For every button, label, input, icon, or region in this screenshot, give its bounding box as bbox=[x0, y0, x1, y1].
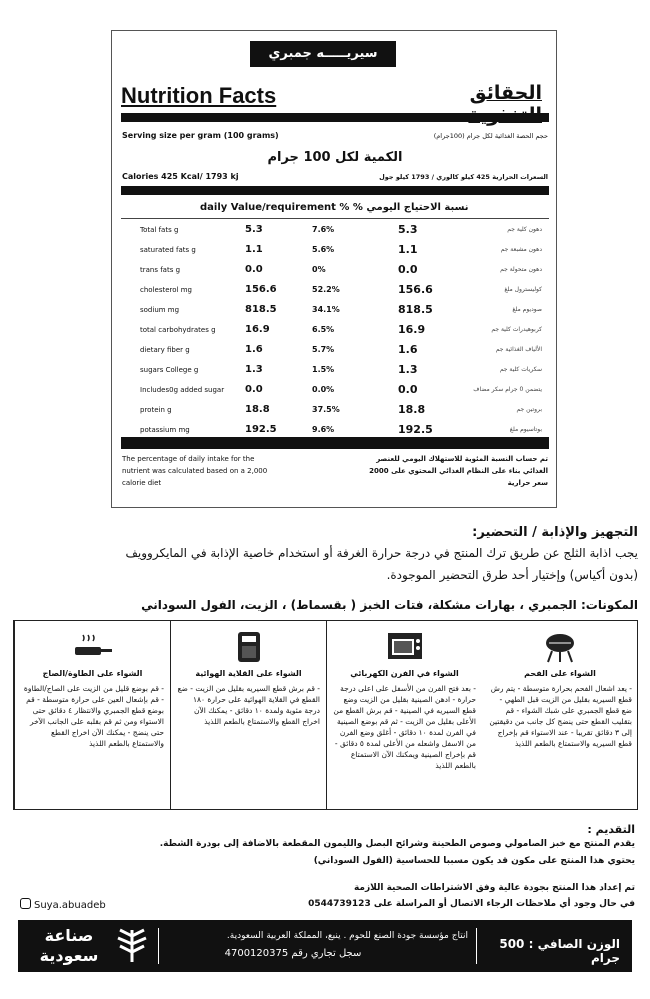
nutrition-facts-title: Nutrition Facts bbox=[121, 83, 277, 108]
nutrient-value-ar: 5.3 bbox=[398, 223, 418, 236]
daily-percent: 0% bbox=[312, 265, 326, 274]
nutrition-facts-title-ar: الحقائق bbox=[469, 82, 542, 104]
nutrient-name-ar: سكريات كلية جم bbox=[499, 366, 542, 373]
nutrient-value: 18.8 bbox=[245, 404, 270, 415]
social-handle[interactable] bbox=[20, 898, 106, 911]
footer-bar bbox=[18, 920, 632, 972]
net-weight: الوزن الصافي : 500 جرام bbox=[499, 937, 620, 965]
nutrient-value-ar: 192.5 bbox=[398, 423, 433, 436]
serving-title: التقديم : bbox=[587, 823, 635, 836]
method-title: الشواء في الفرن الكهربائي bbox=[350, 669, 459, 678]
method-text: - يعد اشعال الفحم بحرارة متوسطة - يتم رش قطع السيريه بقليل من الزيت قبل الطهي - ضع قطع الجمبري على شبك الشواء - قم بتقليب القطع حتى ينضج كل جانب من دقيقتين إلى ٣ دقائق تقريبا - عند الاستواء قم بإخراج قطع السيريه والاستمتاع بالطعم اللذيذ bbox=[489, 684, 632, 748]
ingredients: المكونات: الجمبري ، بهارات مشكلة، فتات الخبز ( بقسماط) ، الزيت، الفول السوداني bbox=[141, 598, 638, 612]
nutrient-name-ar: دهون متحولة جم bbox=[500, 266, 542, 273]
nutrient-row bbox=[140, 303, 548, 321]
oven-icon bbox=[387, 631, 423, 665]
nutrient-row bbox=[140, 223, 548, 241]
daily-percent: 5.6% bbox=[312, 245, 335, 254]
allergy-warning: يحتوي هذا المنتج على مكون قد يكون مسببا للحساسية (الفول السوداني) bbox=[313, 856, 635, 866]
thick-divider bbox=[121, 437, 549, 449]
nutrient-name: potassium mg bbox=[140, 426, 190, 434]
nutrient-name: total carbohydrates g bbox=[140, 326, 216, 334]
nutrient-name-ar: بروتين جم bbox=[516, 406, 542, 413]
serving-size-ar: حجم الحصة الغذائية لكل جرام (100جرام) bbox=[433, 132, 548, 140]
nutrient-name-ar: كربوهيدرات كلية جم bbox=[491, 326, 542, 333]
nutrient-name: Includes0g added sugar bbox=[140, 386, 225, 394]
nutrient-value-ar: 818.5 bbox=[398, 303, 433, 316]
airfryer-icon bbox=[236, 631, 262, 667]
divider bbox=[476, 928, 477, 964]
serving-size-en: Serving size per gram (100 grams) bbox=[122, 131, 279, 140]
method-title: الشواء على الطاوة/الصاج bbox=[42, 669, 143, 678]
nutrient-name-ar: يتضمن 0 جرام سكر مضاف bbox=[473, 386, 542, 393]
nutrient-value-ar: 1.6 bbox=[398, 343, 418, 356]
daily-percent: 1.5% bbox=[312, 365, 335, 374]
method-text: - بعد فتح الفرن من الأسفل على اعلى درجة حرارة - ادهن الصينية بقليل من الزيت وضع قطع السيريه في الصينية - قم برش القطع من الأعلى بقليل من الزيت - ثم قم بوضع الصينية في الفرن لمدة ١٠ دقائق - أغلق وضع الفرن من الاسفل واشعله من الأعلى لمدة ٥ دقائق - قم بإخراج الصينية ويمكنك الآن الاستمتاع بالطعم اللذيذ bbox=[333, 684, 476, 770]
nutrient-value: 818.5 bbox=[245, 304, 277, 315]
nutrient-value-ar: 1.3 bbox=[398, 363, 418, 376]
nutrient-value: 1.3 bbox=[245, 364, 263, 375]
nutrient-value-ar: 1.1 bbox=[398, 243, 418, 256]
nutrient-row bbox=[140, 363, 548, 381]
daily-percent: 34.1% bbox=[312, 305, 340, 314]
prep-title: التجهيز والإذابة / التحضير: bbox=[472, 525, 638, 540]
pan-icon bbox=[73, 631, 113, 665]
daily-percent: 52.2% bbox=[312, 285, 340, 294]
daily-percent: 37.5% bbox=[312, 405, 340, 414]
nutrient-name-ar: صوديوم ملغ bbox=[512, 306, 542, 313]
nutrient-name: saturated fats g bbox=[140, 246, 196, 254]
nutrient-name: protein g bbox=[140, 406, 172, 414]
nutrient-row bbox=[140, 403, 548, 421]
daily-percent: 5.7% bbox=[312, 345, 335, 354]
nutrient-name-ar: بوتاسيوم ملغ bbox=[509, 426, 542, 433]
nutrient-value: 1.1 bbox=[245, 244, 263, 255]
nutrient-row bbox=[140, 323, 548, 341]
daily-percent: 9.6% bbox=[312, 425, 335, 434]
nutrient-name: dietary fiber g bbox=[140, 346, 190, 354]
nutrient-name: sugars College g bbox=[140, 366, 199, 374]
serving-line-1: يقدم المنتج مع خبز الصامولي وصوص الطحينة وشرائح البصل والليمون المقطعة بالاضافة إلى بودرة الشطة. bbox=[159, 839, 635, 849]
divider bbox=[121, 218, 549, 219]
method-pan bbox=[14, 621, 170, 809]
social-handle-text: Suya.abuadeb bbox=[34, 900, 106, 911]
producer-info: انتاج مؤسسة جودة الصنع للحوم . ينبع، المملكة العربية السعودية. bbox=[226, 931, 468, 941]
nutrient-row bbox=[140, 343, 548, 361]
nutrient-value: 0.0 bbox=[245, 264, 263, 275]
nutrient-value: 5.3 bbox=[245, 224, 263, 235]
divider bbox=[158, 928, 159, 964]
nutrient-row bbox=[140, 263, 548, 281]
nutrient-value: 1.6 bbox=[245, 344, 263, 355]
nutrient-value: 0.0 bbox=[245, 384, 263, 395]
method-title: الشواء على الفحم bbox=[524, 669, 596, 678]
nutrient-name: Total fats g bbox=[140, 226, 179, 234]
daily-percent: 0.0% bbox=[312, 385, 335, 394]
footnote-ar: تم حساب النسبة المئوية للاستهلاك اليومي للعنصر الغذائي بناء على النظام الغذائي المحتوي على 2000 سعر حرارية bbox=[369, 455, 548, 487]
amount-per-100g: الكمية لكل 100 جرام bbox=[267, 150, 403, 165]
nutrient-name: sodium mg bbox=[140, 306, 180, 314]
calories-en: Calories 425 Kcal/ 1793 kj bbox=[122, 172, 239, 181]
daily-value-header: daily Value/requirement % % نسبة الاحتياج اليومي bbox=[200, 202, 469, 213]
nutrient-name-ar: كوليسترول ملغ bbox=[504, 286, 542, 293]
method-charcoal bbox=[482, 621, 638, 809]
nutrient-row bbox=[140, 283, 548, 301]
nutrient-name: trans fats g bbox=[140, 266, 181, 274]
footnote-en: The percentage of daily intake for the nutrient was calculated based on a 2,000 calorie diet bbox=[122, 455, 268, 487]
quality-line-1: تم إعداد هذا المنتج بجودة عالية وفق الاشتراطات الصحية اللازمة bbox=[353, 883, 635, 893]
saudi-made-line-2: سعودية bbox=[39, 946, 99, 965]
calories-ar: السعرات الحرارية 425 كيلو كالوري / 1793 كيلو جول bbox=[379, 173, 548, 181]
daily-percent: 7.6% bbox=[312, 225, 335, 234]
nutrient-row bbox=[140, 243, 548, 261]
nutrient-name: cholesterol mg bbox=[140, 286, 192, 294]
saudi-made-line-1: صناعة bbox=[44, 926, 94, 945]
nutrient-value: 16.9 bbox=[245, 324, 270, 335]
daily-percent: 6.5% bbox=[312, 325, 335, 334]
nutrient-value: 192.5 bbox=[245, 424, 277, 435]
nutrient-value-ar: 156.6 bbox=[398, 283, 433, 296]
grill-icon bbox=[543, 631, 577, 667]
instagram-icon bbox=[20, 898, 31, 909]
method-title: الشواء على القلاية الهوائية bbox=[195, 669, 302, 678]
cooking-methods bbox=[13, 620, 638, 810]
nutrient-value-ar: 16.9 bbox=[398, 323, 426, 336]
product-name: سيريـــــه جمبري bbox=[250, 41, 396, 67]
prep-line-1: يجب اذابة الثلج عن طريق ترك المنتج في درجة حرارة الغرفة أو استخدام خاصية الإذابة في المايكروويف bbox=[125, 546, 638, 560]
nutrient-value-ar: 0.0 bbox=[398, 383, 418, 396]
thick-divider bbox=[121, 113, 549, 122]
contact-line: في حال وجود أي ملاحظات الرجاء الاتصال أو المراسلة على 0544739123 bbox=[308, 899, 635, 909]
nutrient-value: 156.6 bbox=[245, 284, 277, 295]
nutrient-value-ar: 18.8 bbox=[398, 403, 426, 416]
saudi-made-logo-icon bbox=[116, 928, 148, 968]
method-text: - قم بوضع قليل من الزيت على الصاج/الطاوة - قم بإشعال العين على حرارة متوسطة - قم بوضع قطع الجمبري والانتظار ٤ دقائق حتى الاستواء ومن ثم قم بقلبه على الجانب الآخر حتى ينضج - يمكنك الآن اخراج القطع والاستمتاع بالطعم اللذيذ bbox=[23, 684, 164, 748]
method-oven bbox=[326, 621, 482, 809]
thick-divider bbox=[121, 186, 549, 195]
method-text: - قم برش قطع السيريه بقليل من الزيت - ضع القطع في القلاية الهوائية على حرارة ١٨٠ درجة مئوية ولمدة ١٠ دقائق - يمكنك الآن اخراج القطع والاستمتاع بالطعم اللذيذ bbox=[177, 684, 320, 726]
nutrient-name-ar: دهون مشبعة جم bbox=[500, 246, 542, 253]
method-airfryer bbox=[170, 621, 326, 809]
nutrient-row bbox=[140, 383, 548, 401]
prep-line-2: (بدون أكياس) وإختيار أحد طرق التحضير الموجودة. bbox=[386, 568, 638, 582]
nutrient-name-ar: دهون كلية جم bbox=[507, 226, 542, 233]
nutrient-name-ar: الألياف الغذائية جم bbox=[495, 346, 542, 353]
nutrient-value-ar: 0.0 bbox=[398, 263, 418, 276]
commercial-register: سجل تجاري رقم 4700120375 bbox=[224, 948, 362, 959]
